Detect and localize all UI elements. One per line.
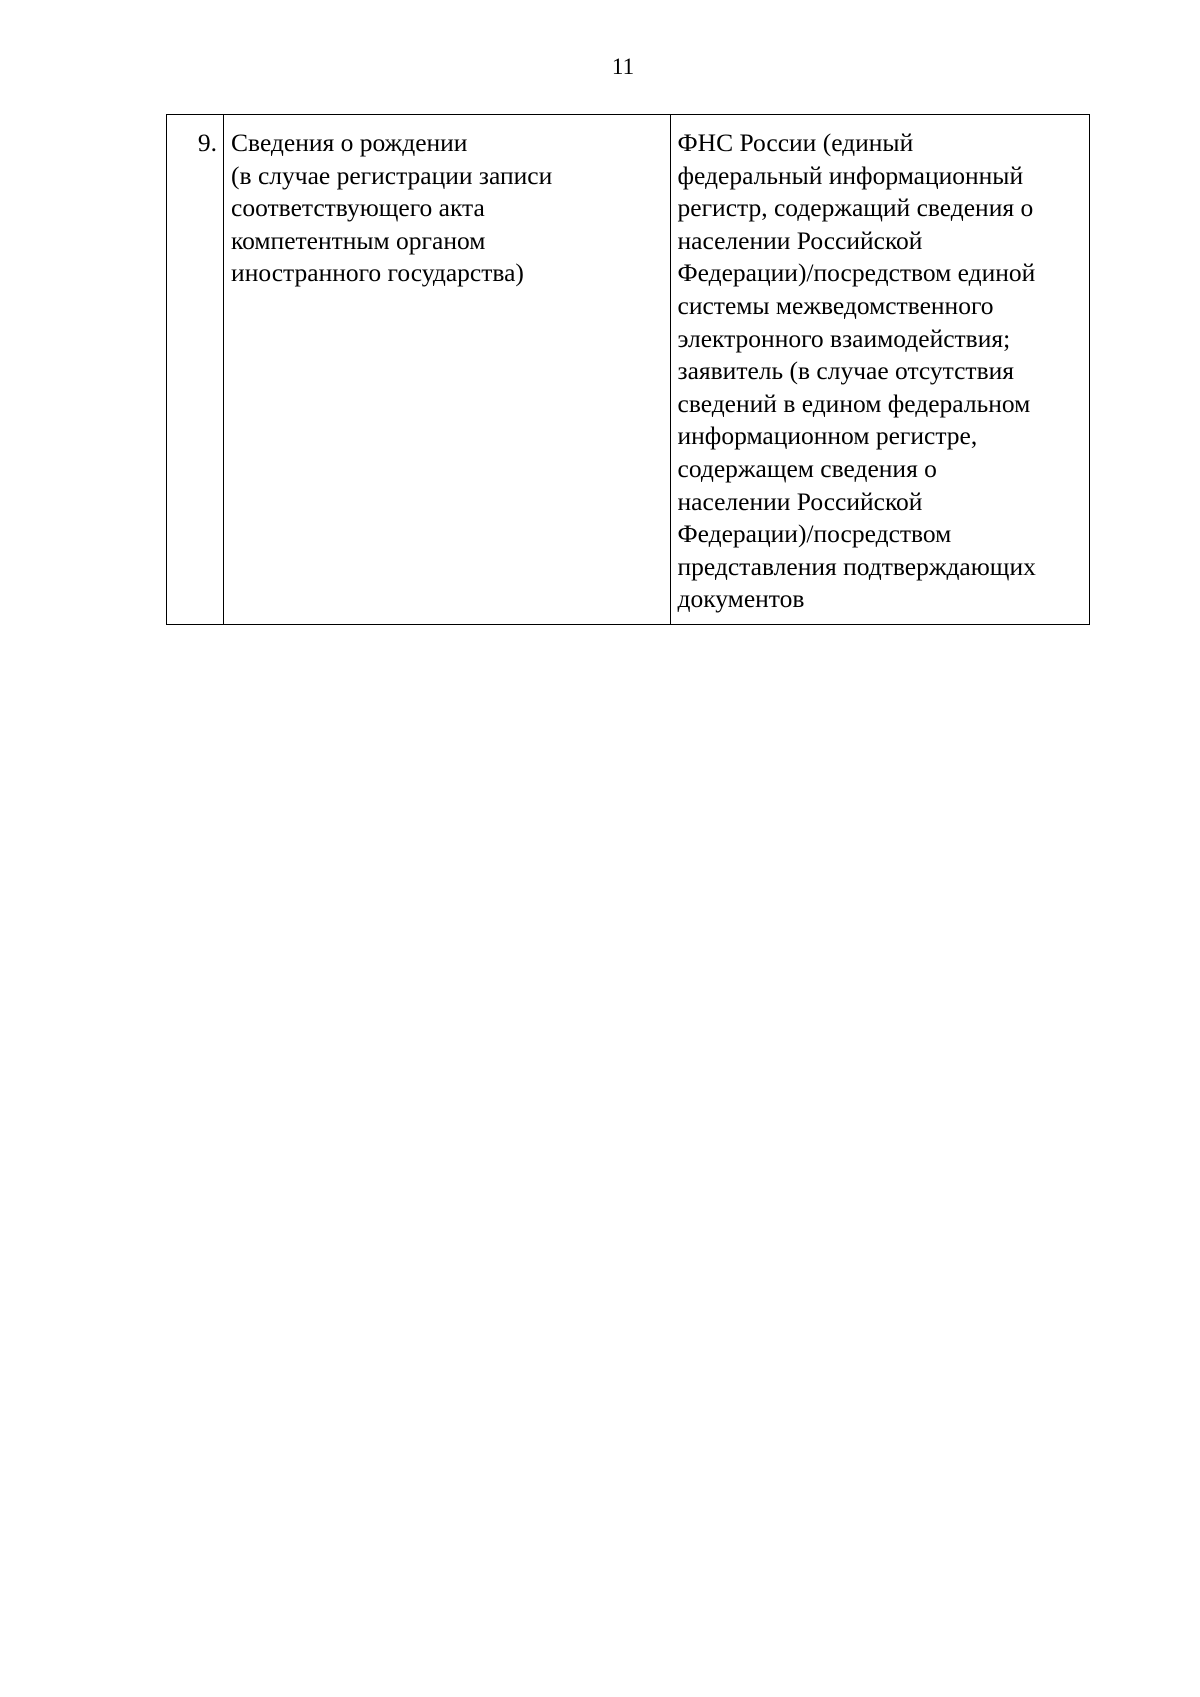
source-line: Федерации)/посредством единой xyxy=(677,258,1036,288)
document-table xyxy=(166,114,1090,625)
item-line: (в случае регистрации записи xyxy=(231,160,553,190)
source-line: населении Российской xyxy=(677,486,923,516)
item-line: соответствующего акта xyxy=(231,193,485,223)
source-line: представления подтверждающих xyxy=(677,551,1036,581)
source-line: ФНС России (единый xyxy=(677,128,914,157)
source-line: сведений в едином федеральном xyxy=(677,388,1031,418)
source-line: электронного взаимодействия; xyxy=(677,323,1011,353)
item-line: Сведения о рождении xyxy=(231,128,468,157)
row-number-cell: 9. xyxy=(167,115,224,625)
source-line: содержащем сведения о xyxy=(677,453,937,483)
source-description-cell xyxy=(670,115,1089,625)
source-line: системы межведомственного xyxy=(677,290,994,320)
item-line: компетентным органом xyxy=(231,225,486,255)
source-line: населении Российской xyxy=(677,225,923,255)
item-description-cell xyxy=(224,115,670,625)
table-row xyxy=(167,115,1090,625)
source-line: документов xyxy=(677,584,805,614)
source-line: Федерации)/посредством xyxy=(677,519,952,549)
page-number: 11 xyxy=(611,54,635,79)
source-line: заявитель (в случае отсутствия xyxy=(677,356,1014,386)
source-line: информационном регистре, xyxy=(677,421,978,451)
source-line: федеральный информационный xyxy=(677,160,1024,190)
source-line: регистр, содержащий сведения о xyxy=(677,193,1034,223)
item-line: иностранного государства) xyxy=(231,258,524,288)
